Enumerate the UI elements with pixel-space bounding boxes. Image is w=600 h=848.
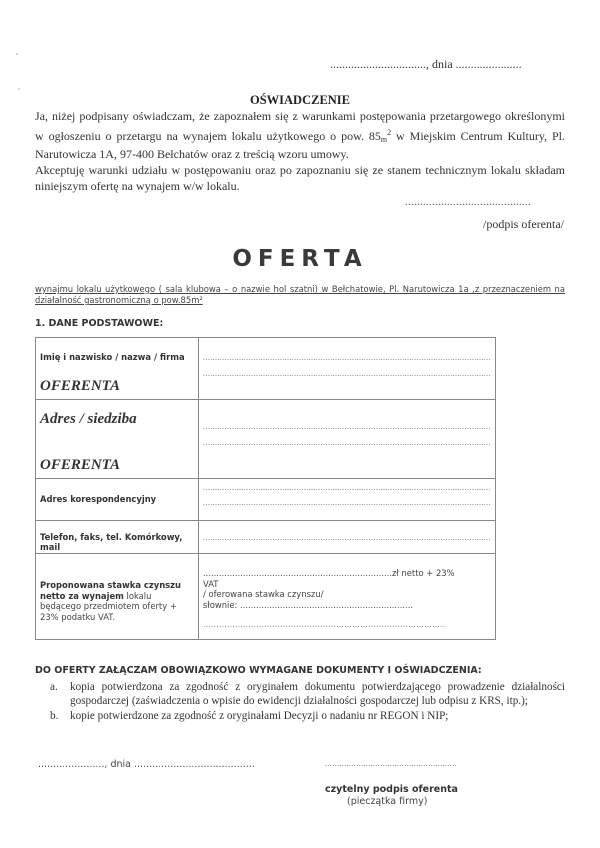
declaration-paragraph-2: Akceptuję warunki udziału w postępowaniu oraz po zapoznaniu się ze stanem technicznym lokalu składam niniejszym ofertę na wynajem w/w lokalu. [35, 163, 565, 193]
label-cell [36, 338, 199, 400]
offerent-label: OFERENTA [40, 457, 121, 473]
declaration-paragraph-1-text-end: w Miejskim Centrum Kultury, Pl. Narutowicza 1A, 97-400 Bełchatów oraz z treścią wzoru umowy. [35, 128, 565, 161]
declaration-signature-label: /podpis oferenta/ [483, 217, 564, 231]
rate-vat-text: VAT [203, 578, 219, 589]
label-cell [36, 479, 199, 521]
contact-label: Telefon, faks, tel. Komórkowy, mail [40, 532, 183, 552]
declaration-title: OŚWIADCZENIE [249, 93, 351, 107]
name-input-line-2[interactable]: ........................................................................................................................ [203, 369, 491, 378]
footer-signature-label: czytelny podpis oferenta [325, 784, 458, 795]
address-label: Adres / siedziba [40, 411, 137, 427]
name-input-line-1[interactable]: ........................................................................................................................ [203, 353, 491, 362]
offer-subject: wynajmu lokalu użytkowego ( sala klubowa – o nazwie hol szatni) w Bełchatowie, Pl. Narutowicza 1a ,z przeznaczeniem na działalność gastronomiczną o pow.85m² [35, 284, 565, 305]
label-cell [36, 554, 199, 640]
offer-title: OFERTA [232, 246, 368, 272]
label-cell [36, 400, 199, 479]
rate-label [40, 580, 194, 622]
name-value-cell[interactable] [199, 338, 496, 400]
rate-value-cell[interactable] [199, 554, 496, 640]
attachment-text: kopia potwierdzona za zgodność z oryginałem dokumentu potwierdzającego prowadzenie działalności gospodarczej (zaświadczenia o wpisie do ewidencji działalności gospodarczej lub odpisu z KRS, itp.); [70, 681, 565, 707]
rate-amount-line[interactable]: .......................................................................zł netto + 23% [203, 568, 455, 578]
table-row-correspondence [36, 479, 496, 521]
attachment-text: kopie potwierdzone za zgodność z oryginałami Decyzji o nadaniu nr REGON i NIP; [70, 710, 449, 722]
address-input-line-1[interactable]: ........................................................................................................................ [203, 422, 491, 431]
name-label: Imię i nazwisko / nazwa / firma [40, 352, 185, 362]
address-value-cell[interactable] [199, 400, 496, 479]
scan-speck [18, 88, 20, 90]
scan-speck [16, 53, 18, 55]
rate-label-normal: lokalu będącego przedmiotem oferty + 23% podatku VAT. [40, 590, 177, 622]
contact-value-cell[interactable] [199, 521, 496, 554]
attachment-letter: a. [50, 681, 58, 693]
offerent-label: OFERENTA [40, 378, 121, 394]
correspondence-label: Adres korespondencyjny [40, 494, 157, 504]
label-cell [36, 521, 199, 554]
rate-label-bold: Proponowana stawka czynszu netto za wynajem [40, 580, 182, 601]
attachment-item [50, 680, 565, 708]
declaration-signature-field[interactable]: .......................................... [405, 197, 531, 208]
correspondence-value-cell[interactable] [199, 479, 496, 521]
area-exponent: 2 [387, 127, 392, 137]
table-row-contact [36, 521, 496, 554]
basic-data-table [35, 337, 496, 640]
rate-in-words-line[interactable]: słownie: ................................................................. [203, 599, 414, 610]
rate-offered-caption: / oferowana stawka czynszu/ [203, 589, 324, 599]
rate-in-words-line-2[interactable]: ........................................................................................... [203, 619, 446, 629]
correspondence-input-line-1[interactable]: ........................................................................................................................ [203, 483, 491, 492]
correspondence-input-line-2[interactable]: ........................................................................................................................ [203, 498, 491, 507]
contact-input-line[interactable]: ........................................................................................................................ [203, 533, 491, 542]
footer-stamp-label: (pieczątka firmy) [347, 796, 428, 807]
area-unit: m [380, 134, 388, 144]
table-row-rate [36, 554, 496, 640]
table-row-address [36, 400, 496, 479]
attachment-item [50, 709, 565, 723]
section-basic-data-title: 1. DANE PODSTAWOWE: [35, 318, 164, 329]
address-input-line-2[interactable]: ........................................................................................................................ [203, 438, 491, 447]
declaration-paragraph-1 [35, 109, 565, 163]
footer-signature-field[interactable]: ....................................................... [325, 759, 457, 768]
attachment-letter: b. [50, 710, 59, 722]
declaration-paragraph-1-text: Ja, niżej podpisany oświadczam, że zapoznałem się z warunkami postępowania przetargowego określonymi w ogłoszeniu o przetargu na wynajem lokalu użytkowego o pow. 85 [35, 109, 565, 143]
footer-place-date-field[interactable]: ......................, dnia ........................................ [38, 759, 255, 770]
attachments-title: DO OFERTY ZAŁĄCZAM OBOWIĄZKOWO WYMAGANE DOKUMENTY I OŚWIADCZENIA: [35, 665, 482, 676]
table-row-name [36, 338, 496, 400]
place-date-field[interactable]: ................................, dnia ...................... [330, 57, 522, 71]
